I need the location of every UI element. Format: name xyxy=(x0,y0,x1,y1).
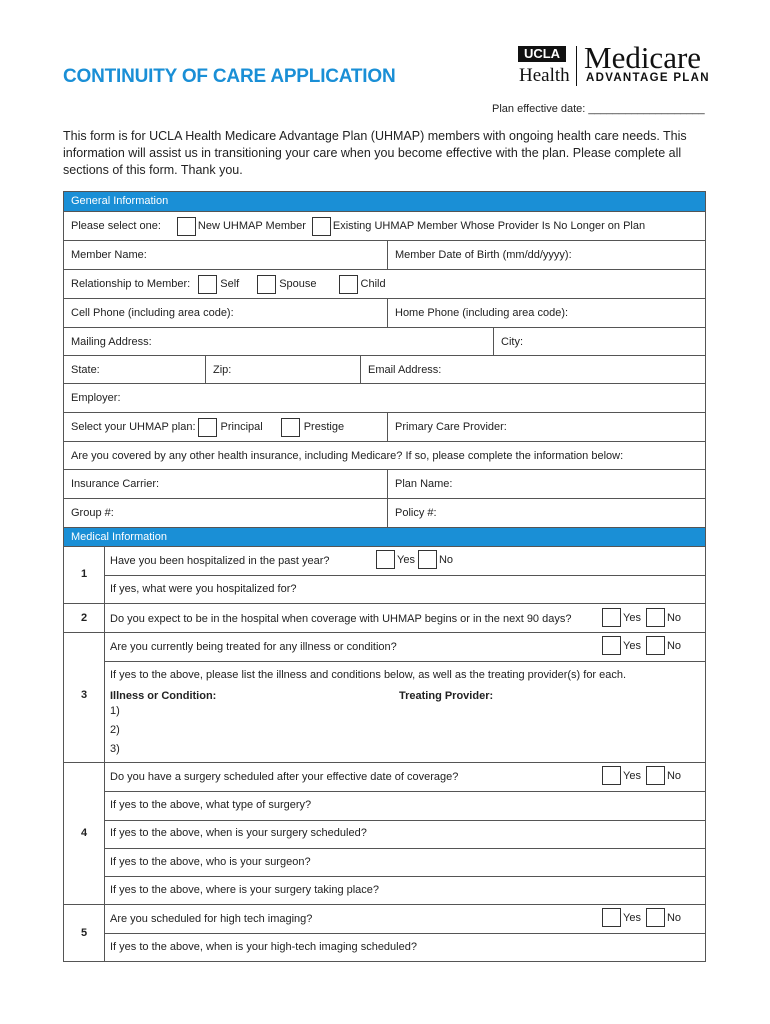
employer-field[interactable] xyxy=(64,384,705,412)
cell-phone-field[interactable] xyxy=(64,299,387,327)
carrier-field[interactable] xyxy=(64,470,387,498)
self-label: Self xyxy=(220,278,240,290)
provider-column-heading: Treating Provider: xyxy=(399,690,494,702)
illness-line-3[interactable]: 3) xyxy=(110,743,120,755)
spouse-checkbox[interactable] xyxy=(257,275,276,294)
child-label: Child xyxy=(360,278,386,290)
q2-no-checkbox[interactable] xyxy=(646,608,665,627)
q2-hospital-question: Do you expect to be in the hospital when coverage with UHMAP begins or in the next 90 days? xyxy=(110,613,572,625)
q1-no-checkbox[interactable] xyxy=(418,550,437,569)
phone-row xyxy=(64,298,705,327)
q5-no-label: No xyxy=(666,911,682,924)
q1-followup-question[interactable] xyxy=(110,583,296,595)
group-field[interactable] xyxy=(64,499,387,527)
intro-paragraph: This form is for UCLA Health Medicare Advantage Plan (UHMAP) members with ongoing health care needs. This information will assist us in transitioning your care when you become effective with the plan. Please complete all sections of this form. Thank you. xyxy=(63,129,687,177)
q5-imaging-date-field[interactable]: If yes to the above, when is your high-tech imaging scheduled? xyxy=(110,941,417,953)
employer-label: Employer: xyxy=(71,392,121,404)
cell-phone-label: Cell Phone (including area code): xyxy=(71,307,234,319)
divider xyxy=(104,763,105,904)
q5-imaging-question: Are you scheduled for high tech imaging? xyxy=(110,913,313,925)
q4-surgeon-field[interactable]: If yes to the above, who is your surgeon? xyxy=(110,856,311,868)
divider xyxy=(104,933,705,934)
prestige-checkbox[interactable] xyxy=(281,418,300,437)
plan-name-field[interactable] xyxy=(388,470,705,498)
q5-no-checkbox[interactable] xyxy=(646,908,665,927)
divider xyxy=(104,633,105,762)
medical-information-header: Medical Information xyxy=(64,527,705,546)
existing-member-label: Existing UHMAP Member Whose Provider Is No Longer on Plan xyxy=(332,220,646,232)
logo-divider xyxy=(576,46,577,86)
logo-advantage-plan: ADVANTAGE PLAN xyxy=(586,72,710,84)
question-4-block xyxy=(64,762,705,904)
q1-hospitalized-question: Have you been hospitalized in the past year? xyxy=(110,555,330,567)
member-name-label: Member Name: xyxy=(71,249,147,261)
policy-label: Policy #: xyxy=(395,507,437,519)
pcp-label: Primary Care Provider: xyxy=(395,421,507,433)
city-label: City: xyxy=(501,335,523,348)
q3-list-instructions: If yes to the above, please list the illness and conditions below, as well as the treating provider(s) for each. xyxy=(110,669,627,681)
general-information-table xyxy=(63,191,706,962)
child-checkbox[interactable] xyxy=(339,275,358,294)
email-field[interactable] xyxy=(361,356,705,383)
q1-followup-label: If yes, what were you hospitalized for? xyxy=(110,583,297,595)
q3-yes-label: Yes xyxy=(623,639,641,652)
q4-surgery-date-field[interactable]: If yes to the above, when is your surgery scheduled? xyxy=(110,827,367,839)
relationship-label: Relationship to Member: xyxy=(71,278,191,290)
address-row xyxy=(64,327,705,355)
logo-health: Health xyxy=(519,65,570,86)
member-name-row xyxy=(64,240,705,269)
illness-line-2[interactable]: 2) xyxy=(110,724,120,736)
prestige-label: Prestige xyxy=(303,421,345,433)
q5-yes-label: Yes xyxy=(623,911,641,924)
q3-treatment-question: Are you currently being treated for any illness or condition? xyxy=(110,641,397,653)
city-field[interactable] xyxy=(494,328,705,355)
question-3-block xyxy=(64,632,705,762)
q2-yes-checkbox[interactable] xyxy=(602,608,621,627)
new-member-label: New UHMAP Member xyxy=(197,220,306,232)
principal-label: Principal xyxy=(220,421,263,433)
q1-yes-checkbox[interactable] xyxy=(376,550,395,569)
q2-no-label: No xyxy=(666,611,682,624)
logo-medicare: Medicare xyxy=(584,40,702,75)
illness-line-1[interactable]: 1) xyxy=(110,705,120,717)
principal-checkbox[interactable] xyxy=(198,418,217,437)
group-policy-row xyxy=(64,498,705,527)
q2-yes-label: Yes xyxy=(623,611,641,624)
logo-ucla: UCLA xyxy=(518,46,566,62)
q4-yes-checkbox[interactable] xyxy=(602,766,621,785)
question-number: 4 xyxy=(80,827,88,839)
q3-no-label: No xyxy=(666,639,682,652)
divider xyxy=(104,661,705,662)
employer-row xyxy=(64,383,705,412)
question-2-block xyxy=(64,603,705,632)
group-label: Group #: xyxy=(71,507,114,519)
question-number: 2 xyxy=(80,612,88,624)
q3-yes-no xyxy=(602,636,681,655)
q5-yes-no xyxy=(602,908,681,927)
divider xyxy=(104,820,705,821)
member-name-field[interactable] xyxy=(64,241,387,269)
ucla-health-medicare-logo xyxy=(518,40,710,88)
home-phone-field[interactable] xyxy=(388,299,705,327)
divider xyxy=(104,791,705,792)
carrier-label: Insurance Carrier: xyxy=(71,478,160,490)
divider xyxy=(104,575,705,576)
select-plan-label: Select your UHMAP plan: xyxy=(71,421,196,433)
plan-row xyxy=(64,412,705,441)
q4-no-label: No xyxy=(666,769,682,782)
divider xyxy=(104,848,705,849)
q3-yes-checkbox[interactable] xyxy=(602,636,621,655)
dob-field[interactable] xyxy=(388,241,705,269)
email-label: Email Address: xyxy=(368,363,442,376)
q4-no-checkbox[interactable] xyxy=(646,766,665,785)
question-number: 1 xyxy=(80,568,88,580)
existing-member-checkbox[interactable] xyxy=(312,217,331,236)
q2-yes-no xyxy=(602,608,681,627)
dob-label: Member Date of Birth (mm/dd/yyyy): xyxy=(395,249,572,261)
select-one-label: Please select one: xyxy=(71,220,161,232)
q4-yes-label: Yes xyxy=(623,769,641,782)
mailing-address-label: Mailing Address: xyxy=(71,335,152,348)
q3-no-checkbox[interactable] xyxy=(646,636,665,655)
state-zip-email-row xyxy=(64,355,705,383)
spouse-label: Spouse xyxy=(279,278,317,290)
plan-effective-date-field[interactable]: Plan effective date: ___________________ xyxy=(492,103,705,115)
question-number: 3 xyxy=(80,689,88,701)
zip-field[interactable] xyxy=(206,356,360,383)
new-member-checkbox[interactable] xyxy=(177,217,196,236)
state-field[interactable] xyxy=(64,356,205,383)
q1-yes-label: Yes xyxy=(397,553,415,566)
pcp-field[interactable] xyxy=(388,413,705,441)
illness-column-heading: Illness or Condition: xyxy=(110,690,217,702)
mailing-address-field[interactable] xyxy=(64,328,493,355)
relationship-row xyxy=(64,269,705,298)
divider xyxy=(104,876,705,877)
q4-surgery-question: Do you have a surgery scheduled after your effective date of coverage? xyxy=(110,771,459,783)
other-insurance-question: Are you covered by any other health insurance, including Medicare? If so, please complete the information below: xyxy=(71,449,624,462)
carrier-row xyxy=(64,469,705,498)
q4-yes-no xyxy=(602,766,681,785)
question-5-block xyxy=(64,904,705,961)
q1-yes-no xyxy=(376,550,453,569)
select-one-row xyxy=(64,211,705,240)
q4-surgery-type-field[interactable]: If yes to the above, what type of surgery? xyxy=(110,799,312,811)
zip-label: Zip: xyxy=(213,363,232,376)
state-label: State: xyxy=(71,363,100,376)
q5-yes-checkbox[interactable] xyxy=(602,908,621,927)
question-number: 5 xyxy=(80,927,88,939)
self-checkbox[interactable] xyxy=(198,275,217,294)
plan-name-label: Plan Name: xyxy=(395,478,453,490)
divider xyxy=(104,604,105,632)
other-insurance-row xyxy=(64,441,705,469)
q1-no-label: No xyxy=(438,553,454,566)
page-title: CONTINUITY OF CARE APPLICATION xyxy=(63,66,396,87)
policy-field[interactable] xyxy=(388,499,705,527)
question-1-block xyxy=(64,546,705,603)
home-phone-label: Home Phone (including area code): xyxy=(395,307,569,319)
q4-surgery-location-field[interactable]: If yes to the above, where is your surgery taking place? xyxy=(110,884,380,896)
general-information-header: General Information xyxy=(64,192,705,211)
